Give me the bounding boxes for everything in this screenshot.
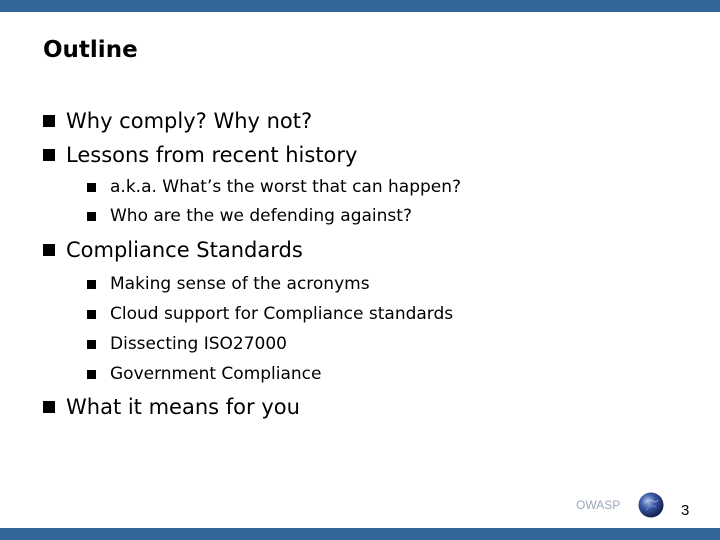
bullet-text: Compliance Standards (66, 238, 303, 262)
bullet-item (43, 143, 357, 167)
sub-bullet-item (87, 177, 461, 197)
bullet-text: Making sense of the acronyms (110, 274, 370, 294)
bullet-text: Dissecting ISO27000 (110, 334, 287, 354)
sub-bullet-item (87, 364, 322, 384)
bullet-square-icon (87, 310, 96, 319)
owasp-globe-logo-icon (637, 491, 665, 519)
bullet-item (43, 395, 300, 419)
sub-bullet-item (87, 304, 453, 324)
bullet-text: Government Compliance (110, 364, 322, 384)
bullet-text: Why comply? Why not? (66, 109, 313, 133)
bullet-text: Cloud support for Compliance standards (110, 304, 454, 324)
bullet-text: a.k.a. What’s the worst that can happen? (110, 177, 462, 197)
bullet-square-icon (43, 149, 55, 161)
page-number: 3 (681, 502, 690, 519)
bottom-accent-bar (0, 528, 720, 540)
bullet-item (43, 238, 303, 262)
bullet-text: What it means for you (66, 395, 300, 419)
bullet-text: Lessons from recent history (66, 143, 358, 167)
bullet-square-icon (87, 280, 96, 289)
bullet-square-icon (43, 115, 55, 127)
bullet-square-icon (87, 212, 96, 221)
bullet-square-icon (43, 244, 55, 256)
bullet-square-icon (43, 401, 55, 413)
owasp-brand-text: OWASP (576, 498, 621, 512)
sub-bullet-item (87, 334, 287, 354)
slide-title: Outline (43, 37, 138, 63)
sub-bullet-item (87, 274, 370, 294)
sub-bullet-item (87, 206, 412, 226)
bullet-square-icon (87, 340, 96, 349)
bullet-text: Who are the we defending against? (110, 206, 412, 226)
bullet-square-icon (87, 370, 96, 379)
bullet-item (43, 109, 312, 133)
bullet-square-icon (87, 183, 96, 192)
